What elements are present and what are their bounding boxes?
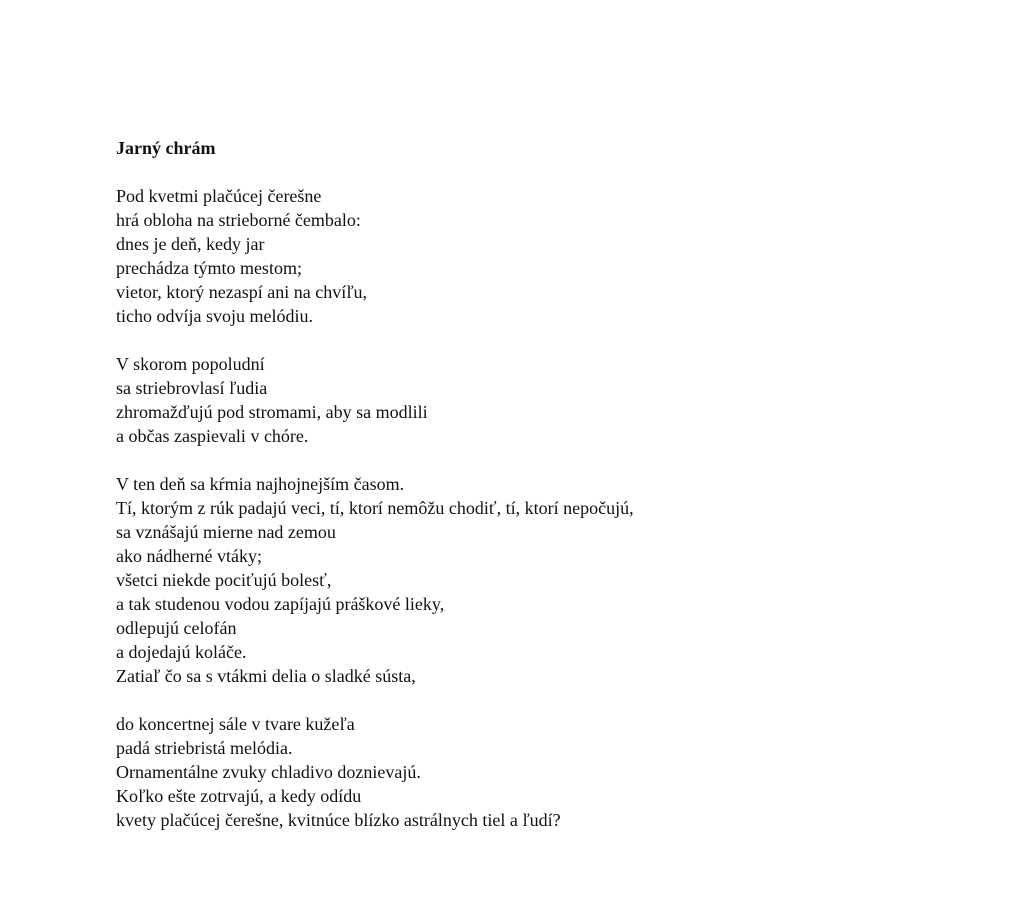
poem-line: všetci niekde pociťujú bolesť,	[116, 570, 332, 590]
stanza-2	[116, 352, 976, 448]
poem-line: vietor, ktorý nezaspí ani na chvíľu,	[116, 282, 368, 302]
poem-line: odlepujú celofán	[116, 618, 237, 638]
poem-line: kvety plačúcej čerešne, kvitnúce blízko astrálnych tiel a ľudí?	[116, 810, 561, 830]
poem-line: dnes je deň, kedy jar	[116, 234, 265, 254]
poem	[116, 136, 976, 832]
poem-line: a tak studenou vodou zapíjajú práškové lieky,	[116, 594, 445, 614]
poem-line: zhromažďujú pod stromami, aby sa modlili	[116, 402, 428, 422]
poem-line: do koncertnej sále v tvare kužeľa	[116, 714, 355, 734]
poem-line: padá striebristá melódia.	[116, 738, 293, 758]
stanza-4	[116, 712, 976, 832]
stanza-3	[116, 472, 976, 688]
stanza-1	[116, 184, 976, 328]
poem-line: a občas zaspievali v chóre.	[116, 426, 309, 446]
poem-line: ticho odvíja svoju melódiu.	[116, 306, 313, 326]
poem-title: Jarný chrám	[116, 138, 216, 158]
poem-line: Ornamentálne zvuky chladivo doznievajú.	[116, 762, 421, 782]
poem-line: Pod kvetmi plačúcej čerešne	[116, 186, 322, 206]
poem-line: sa vznášajú mierne nad zemou	[116, 522, 336, 542]
poem-line: hrá obloha na strieborné čembalo:	[116, 210, 361, 230]
poem-line: V skorom popoludní	[116, 354, 265, 374]
poem-line: sa striebrovlasí ľudia	[116, 378, 268, 398]
poem-line: V ten deň sa kŕmia najhojnejším časom.	[116, 474, 405, 494]
poem-line: Zatiaľ čo sa s vtákmi delia o sladké sústa,	[116, 666, 416, 686]
poem-line: Tí, ktorým z rúk padajú veci, tí, ktorí nemôžu chodiť, tí, ktorí nepočujú,	[116, 498, 634, 518]
poem-line: ako nádherné vtáky;	[116, 546, 262, 566]
poem-line: prechádza týmto mestom;	[116, 258, 302, 278]
poem-line: Koľko ešte zotrvajú, a kedy odídu	[116, 786, 362, 806]
poem-line: a dojedajú koláče.	[116, 642, 247, 662]
